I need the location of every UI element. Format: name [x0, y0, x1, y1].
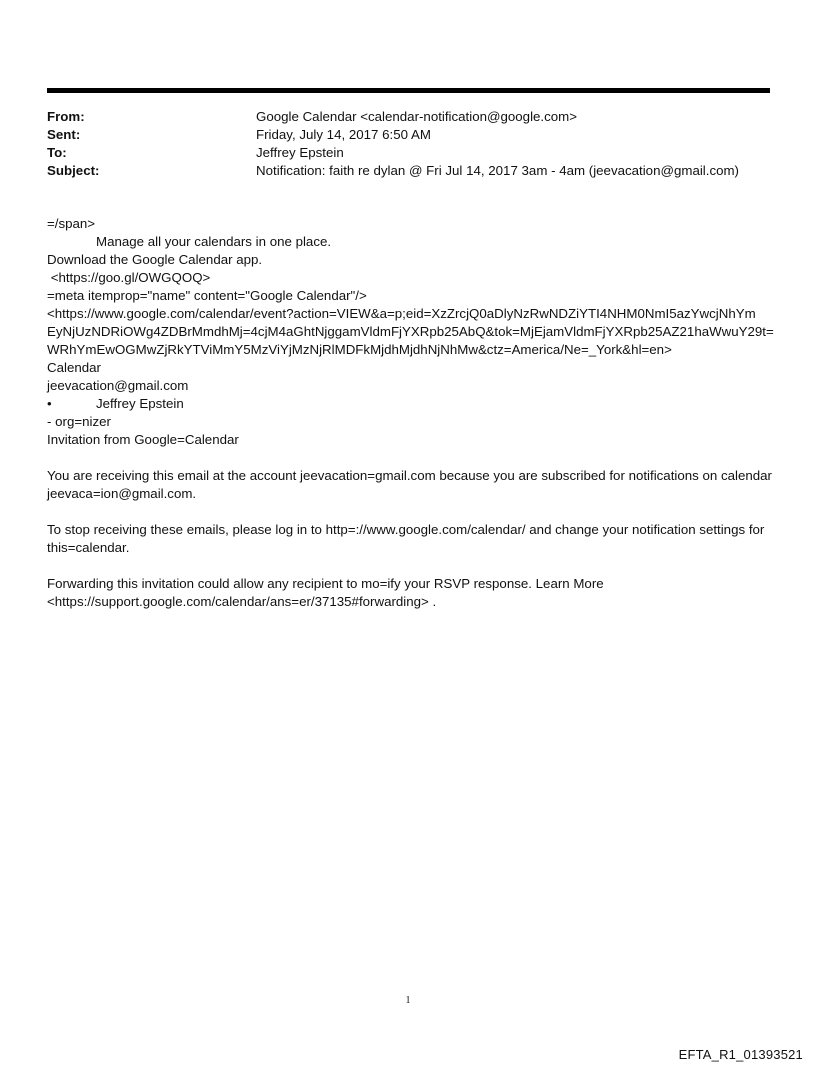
- to-label: To:: [47, 145, 67, 160]
- subject-value: Notification: faith re dylan @ Fri Jul 14, 2017 3am - 4am (jeevacation@gmail.com): [256, 163, 739, 178]
- organizer-label: - org=nizer: [47, 414, 111, 429]
- invitation-text: Invitation from Google=Calendar: [47, 432, 239, 447]
- from-row: [47, 108, 787, 126]
- account-notice-text: You are receiving this email at the account jeevacation=gmail.com because you are subscribed for notifications on calendar jeevaca=ion@gmail.com.: [47, 468, 772, 501]
- email-header: [47, 108, 787, 180]
- sent-label: Sent:: [47, 127, 81, 142]
- from-label: From:: [47, 109, 85, 124]
- forwarding-link: <https://support.google.com/calendar/ans=er/37135#forwarding> .: [47, 594, 437, 609]
- email-body: [47, 215, 777, 611]
- account-notice: [47, 467, 777, 503]
- attendee-item: [47, 395, 777, 413]
- bullet-marker: •: [47, 396, 52, 411]
- from-value: Google Calendar <calendar-notification@google.com>: [256, 109, 578, 124]
- download-app-text: Download the Google Calendar app.: [47, 252, 263, 267]
- subject-row: [47, 162, 787, 180]
- manage-calendars-text: Manage all your calendars in one place.: [96, 234, 332, 249]
- header-divider: [47, 88, 770, 93]
- calendar-email: jeevacation@gmail.com: [47, 378, 189, 393]
- bates-number: EFTA_R1_01393521: [678, 1047, 803, 1062]
- app-link: <https://goo.gl/OWGQOQ>: [47, 270, 211, 285]
- forwarding-notice: [47, 575, 777, 611]
- to-value: Jeffrey Epstein: [256, 145, 344, 160]
- event-url-line-1: <https://www.google.com/calendar/event?action=VIEW&a=p;eid=XzZrcjQ0aDlyNzRwNDZiYTI4NHM0NmI5azYwcjNhYm: [47, 306, 756, 321]
- meta-fragment: =meta itemprop="name" content="Google Calendar"/>: [47, 288, 367, 303]
- sent-row: [47, 126, 787, 144]
- span-fragment: =/span>: [47, 216, 96, 231]
- subject-label: Subject:: [47, 163, 100, 178]
- attendee-name: Jeffrey Epstein: [96, 396, 184, 411]
- event-url-line-2: EyNjUzNDRiOWg4ZDBrMmdhMj=4cjM4aGhtNjggamVldmFjYXRpb25AbQ&tok=MjEjamVldmFjYXRpb25AZ21haWwuY29t=: [47, 324, 774, 339]
- to-row: [47, 144, 787, 162]
- sent-value: Friday, July 14, 2017 6:50 AM: [256, 127, 431, 142]
- unsubscribe-notice-text: To stop receiving these emails, please log in to http=://www.google.com/calendar/ and change your notification settings for this=calendar.: [47, 522, 765, 555]
- forwarding-notice-text: Forwarding this invitation could allow any recipient to mo=ify your RSVP response. Learn More: [47, 576, 604, 591]
- event-url-line-3: WRhYmEwOGMwZjRkYTViMmY5MzViYjMzNjRlMDFkMjdhMjdhNjNhMw&ctz=America/Ne=_York&hl=en>: [47, 342, 672, 357]
- calendar-label: Calendar: [47, 360, 101, 375]
- page-number: 1: [405, 995, 411, 1006]
- unsubscribe-notice: [47, 521, 777, 557]
